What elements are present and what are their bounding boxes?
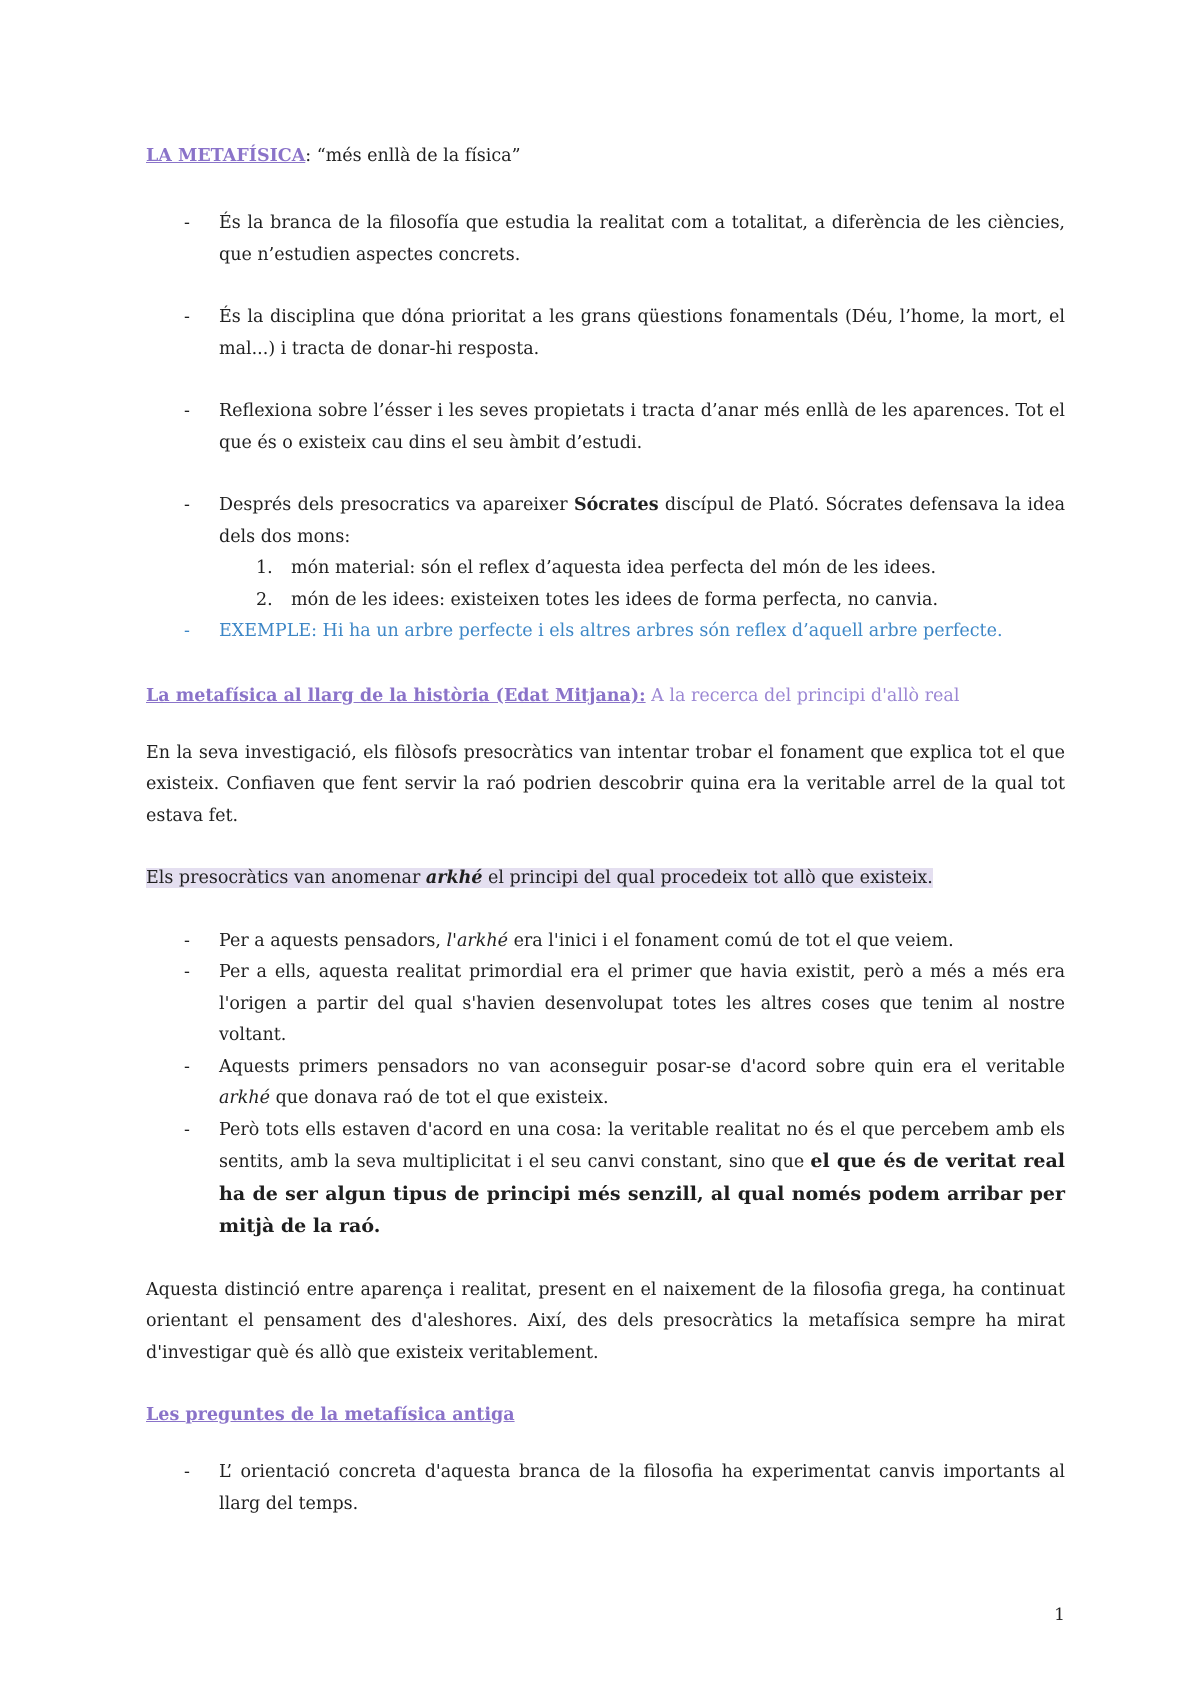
- item-term: l'arkhé: [446, 930, 508, 951]
- example-item: - EXEMPLE: Hi ha un arbre perfecte i els altres arbres són reflex d’aquell arbre perfecte.: [146, 616, 1065, 648]
- item-text: Però tots ells estaven d'acord en una cosa: la veritable realitat no és el que percebem amb els sentits, amb la seva multiplicitat i el seu canvi constant, sino que: [219, 1119, 1065, 1172]
- highlight-term: arkhé: [425, 868, 483, 888]
- list-item: [146, 1052, 1065, 1115]
- numbered-item: [146, 585, 1065, 617]
- item-number: 2.: [256, 589, 273, 610]
- list-item: - L’ orientació concreta d'aquesta branca de la filosofia ha experimentat canvis importants al llarg del temps.: [146, 1457, 1065, 1520]
- section3-list: [146, 1457, 1065, 1520]
- item-text: món material: són el reflex d’aquesta idea perfecta del món de les idees.: [291, 558, 937, 578]
- list-item: [146, 926, 1065, 958]
- page-number: 1: [1054, 1605, 1065, 1625]
- list-item-socrates: [146, 490, 1065, 553]
- item-text: Per a aquests pensadors,: [219, 930, 447, 951]
- socrates-name: Sócrates: [573, 495, 659, 515]
- item-text: Aquests primers pensadors no van aconseguir posar-se d'acord sobre quin era el veritable: [219, 1056, 1065, 1077]
- item-text: món de les idees: existeixen totes les idees de forma perfecta, no canvia.: [291, 589, 939, 610]
- section2-paragraph-1: En la seva investigació, els filòsofs presocràtics van intentar trobar el fonament que explica tot el que existeix. Confiaven que fent servir la raó podrien descobrir quina era la veritable arrel de la qual tot estava fet.: [146, 742, 1065, 826]
- item-text: que donava raó de tot el que existeix.: [270, 1088, 609, 1108]
- item-number: 1.: [256, 558, 273, 578]
- section2-paragraph-2: Aquesta distinció entre aparença i realitat, present en el naixement de la filosofia grega, ha continuat orientant el pensament des d'aleshores. Així, des dels presocràtics la metafísica sempre ha mirat d'investigar què és allò que existeix veritablement.: [146, 1279, 1065, 1363]
- section3-heading-line: [146, 1399, 1065, 1431]
- arkhe-list: [146, 926, 1065, 1244]
- arkhe-definition: [146, 863, 1065, 895]
- section2-heading-line: [146, 680, 1065, 712]
- highlighted-sentence: [146, 868, 933, 888]
- title-heading: LA METAFÍSICA: [146, 146, 306, 166]
- item-term: arkhé: [219, 1088, 271, 1108]
- document-title: [146, 140, 1065, 172]
- list-item: - És la branca de la filosofía que estudia la realitat com a totalitat, a diferència de les ciències, que n’estudien aspectes concrets.: [146, 208, 1065, 271]
- list-item: - És la disciplina que dóna prioritat a les grans qüestions fonamentals (Déu, l’home, la mort, el mal...) i tracta de donar-hi resposta.: [146, 302, 1065, 365]
- socrates-before: Després dels presocratics va apareixer: [219, 495, 574, 515]
- socrates-after: discípul de Plató. Sócrates defensava la idea dels dos mons:: [219, 495, 1065, 547]
- section2-heading: La metafísica al llarg de la història (Edat Mitjana):: [146, 685, 646, 706]
- list-item: - Per a ells, aquesta realitat primordial era el primer que havia existit, però a més a més era l'origen a partir del qual s'havien desenvolupat totes les altres coses que tenim al nostre voltant.: [146, 957, 1065, 1052]
- example-list: [146, 616, 1065, 648]
- section2-tail: A la recerca del principi d'allò real: [645, 685, 960, 706]
- item-text: era l'inici i el fonament comú de tot el que veiem.: [508, 930, 954, 951]
- numbered-item: [146, 553, 1065, 585]
- item-bold-text: el que és de veritat real ha de ser algun tipus de principi més senzill, al qual només podem arribar per mitjà de la raó.: [219, 1150, 1065, 1237]
- title-rest: : “més enllà de la física”: [305, 146, 521, 166]
- highlight-after: el principi del qual procedeix tot allò que existeix.: [482, 868, 933, 888]
- list-item: [146, 1115, 1065, 1244]
- two-worlds-list: [146, 553, 1065, 616]
- intro-list: [146, 208, 1065, 553]
- list-item: - Reflexiona sobre l’ésser i les seves propietats i tracta d’anar més enllà de les aparences. Tot el que és o existeix cau dins el seu àmbit d’estudi.: [146, 396, 1065, 459]
- highlight-before: Els presocràtics van anomenar: [146, 868, 426, 888]
- section3-heading: Les preguntes de la metafísica antiga: [146, 1405, 515, 1425]
